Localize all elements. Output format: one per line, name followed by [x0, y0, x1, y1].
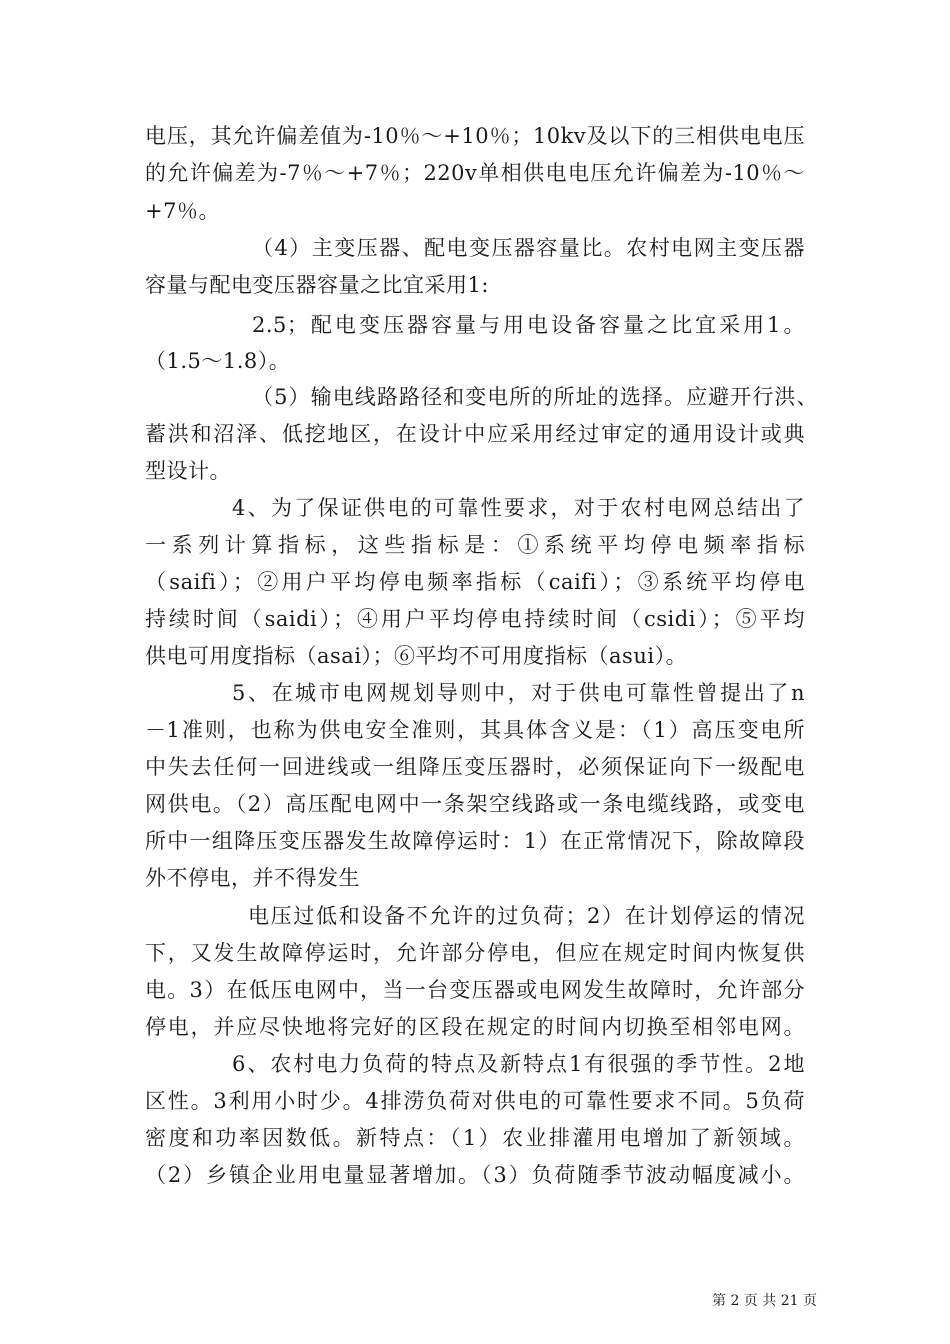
text-line: 的允许偏差为-7％～+7％；220v单相供电电压允许偏差为-10％～ [145, 161, 805, 185]
text-line: （1.5～1.8）。 [145, 349, 291, 373]
text-line: 电压过低和设备不允许的过负荷；2）在计划停运的情况 [248, 904, 805, 928]
text-line: （4）主变压器、配电变压器容量比。农村电网主变压器 [252, 236, 805, 260]
text-line: 2.5；配电变压器容量与用电设备容量之比宜采用1。 [252, 313, 805, 337]
text-line: 下，又发生故障停运时，允许部分停电，但应在规定时间内恢复供 [145, 941, 805, 965]
text-line: （5）输电线路路径和变电所的所址的选择。应避开行洪、 [252, 385, 818, 409]
text-line: 停电，并应尽快地将完好的区段在规定的时间内切换至相邻电网。 [145, 1015, 805, 1039]
text-line: 型设计。 [145, 459, 231, 483]
text-line: 蓄洪和沼泽、低挖地区，在设计中应采用经过审定的通用设计或典 [145, 422, 805, 446]
text-line: 供电可用度指标（asai）；⑥平均不可用度指标（asui）。 [145, 644, 688, 668]
text-line: +7％。 [145, 199, 220, 223]
text-line: 持续时间（saidi）；④用户平均停电持续时间（csidi）；⑤平均 [145, 607, 805, 631]
text-line: 区性。3利用小时少。4排涝负荷对供电的可靠性要求不同。5负荷 [145, 1089, 805, 1113]
text-line: 4、为了保证供电的可靠性要求，对于农村电网总结出了 [232, 496, 805, 520]
text-line: 所中一组降压变压器发生故障停运时：1）在正常情况下，除故障段 [145, 829, 805, 853]
page-number: 第 2 页 共 21 页 [712, 1293, 817, 1309]
text-line: 5、在城市电网规划导则中，对于供电可靠性曾提出了n [232, 681, 805, 705]
text-line: 网供电。（2）高压配电网中一条架空线路或一条电缆线路，或变电 [145, 792, 805, 816]
text-line: 电。3）在低压电网中，当一台变压器或电网发生故障时，允许部分 [145, 978, 805, 1002]
text-line: 6、农村电力负荷的特点及新特点1有很强的季节性。2地 [232, 1052, 805, 1076]
text-line: 一系列计算指标，这些指标是：①系统平均停电频率指标 [145, 533, 805, 557]
text-line: 电压，其允许偏差值为-10％～+10％；10kv及以下的三相供电电压 [145, 124, 805, 148]
text-line: －1准则，也称为供电安全准则，其具体含义是：（1）高压变电所 [145, 718, 805, 742]
text-line: 密度和功率因数低。新特点：（1）农业排灌用电增加了新领域。 [145, 1126, 805, 1150]
text-line: 容量与配电变压器容量之比宜采用1: [145, 273, 489, 297]
text-line: （2）乡镇企业用电量显著增加。（3）负荷随季节波动幅度减小。 [145, 1163, 805, 1187]
text-line: 外不停电，并不得发生 [145, 866, 360, 890]
text-line: 中失去任何一回进线或一组降压变压器时，必须保证向下一级配电 [145, 755, 805, 779]
text-line: （saifi）；②用户平均停电频率指标（caifi）；③系统平均停电 [145, 570, 805, 594]
